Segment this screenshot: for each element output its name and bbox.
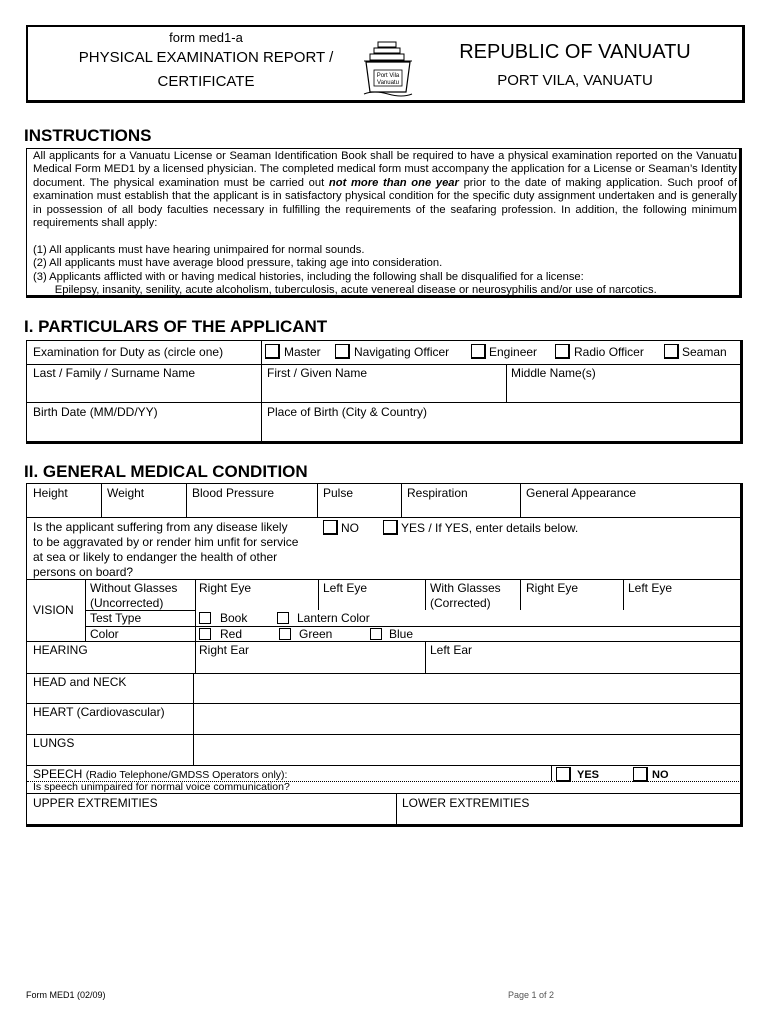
blood-pressure-label: Blood Pressure: [192, 486, 275, 500]
test-type-label: Test Type: [90, 611, 142, 625]
uncorrected-left-eye-label: Left Eye: [323, 581, 368, 595]
right-ear-label: Right Ear: [199, 643, 250, 657]
corrected-left-eye-label: Left Eye: [628, 581, 673, 595]
color-red-label: Red: [220, 627, 243, 641]
speech-question: Is speech unimpaired for normal voice communication?: [33, 781, 290, 793]
disease-no-label: NO: [341, 521, 359, 535]
logo-text-1: Port Vila: [376, 73, 400, 79]
color-label: Color: [90, 627, 119, 641]
lower-extremities-label: LOWER EXTREMITIES: [402, 796, 530, 810]
first-name-label: First / Given Name: [267, 366, 368, 380]
duty-navigating-officer-checkbox[interactable]: [335, 344, 350, 359]
instructions-para-b: prior to the date of making application. Such proof of examination must establish that the applicant is in satisfactory physical condition for the specific duty assignment undertaken and is generally in possession of all body faculties necessary in fulfilling the requirements of the seafaring profession. In addition, the following minimum requirements shall apply:: [33, 176, 738, 230]
duty-seaman-checkbox[interactable]: [664, 344, 679, 359]
duty-master-label: Master: [284, 345, 321, 359]
birth-place-label: Place of Birth (City & Country): [267, 405, 428, 419]
speech-label: SPEECH (Radio Telephone/GMDSS Operators only):: [33, 767, 288, 781]
instructions-list: [33, 244, 737, 298]
general-appearance-label: General Appearance: [526, 486, 637, 500]
duty-engineer-label: Engineer: [489, 345, 538, 359]
height-label: Height: [33, 486, 68, 500]
instructions-heading: INSTRUCTIONS: [24, 126, 152, 145]
disease-yes-checkbox[interactable]: [383, 520, 398, 535]
footer-form-ref: Form MED1 (02/09): [26, 990, 106, 1000]
instruction-item: (1) All applicants must have hearing unimpaired for normal sounds.: [33, 244, 365, 256]
disease-yes-label: YES / If YES, enter details below.: [401, 521, 579, 535]
country-name: REPUBLIC OF VANUATU: [459, 41, 691, 63]
form-title-line2: CERTIFICATE: [157, 73, 255, 90]
section2-heading: II. GENERAL MEDICAL CONDITION: [24, 462, 308, 481]
speech-yes-label: YES: [577, 769, 600, 781]
logo-text-2: Vanuatu: [377, 80, 399, 86]
corrected-label: (Corrected): [430, 596, 491, 610]
applicant-table: [26, 340, 743, 444]
head-neck-label: HEAD and NECK: [33, 675, 127, 689]
disease-no-checkbox[interactable]: [323, 520, 338, 535]
section1-heading: I. PARTICULARS OF THE APPLICANT: [24, 317, 328, 336]
color-green-checkbox[interactable]: [279, 628, 291, 640]
uncorrected-label: (Uncorrected): [90, 596, 164, 610]
hearing-label: HEARING: [33, 643, 88, 657]
instruction-item: (2) All applicants must have average blood pressure, taking age into consideration.: [33, 257, 443, 270]
corrected-right-eye-label: Right Eye: [526, 581, 579, 595]
uncorrected-right-eye-label: Right Eye: [199, 581, 252, 595]
color-blue-label: Blue: [389, 627, 414, 641]
instructions-para-a: All applicants for a Vanuatu License or Seaman Identification Book shall be required to have a physical examination reported on the Vanuatu Medical Form MED1 by a licensed physician. The completed medical form must accompany the application for a License or Seaman’s Identity document. The physical examination must be carried out: [33, 150, 737, 189]
duty-master-checkbox[interactable]: [265, 344, 280, 359]
test-book-label: Book: [220, 611, 248, 625]
upper-extremities-label: UPPER EXTREMITIES: [33, 796, 158, 810]
instruction-item: Epilepsy, insanity, senility, acute alcoholism, tuberculosis, acute venereal disease or neurosyphilis and/or use of narcotics.: [33, 284, 657, 297]
duty-radio-officer-checkbox[interactable]: [555, 344, 570, 359]
instruction-item: (3) Applicants afflicted with or having medical histories, including the following shall be disqualified for a license:: [33, 270, 584, 283]
instructions-paragraph: [33, 150, 737, 230]
speech-no-checkbox[interactable]: [633, 767, 648, 782]
header-country-block: [420, 38, 730, 92]
disease-question: Is the applicant suffering from any disease likely to be aggravated by or render him unfit for service at sea or likely to endanger the health of other persons on board?: [33, 520, 299, 579]
duty-navigating-officer-label: Navigating Officer: [354, 345, 450, 359]
test-lantern-color-label: Lantern Color: [297, 611, 370, 625]
duty-engineer-checkbox[interactable]: [471, 344, 486, 359]
speech-note: (Radio Telephone/GMDSS Operators only):: [85, 769, 288, 781]
test-book-checkbox[interactable]: [199, 612, 211, 624]
form-title-line1: PHYSICAL EXAMINATION REPORT /: [78, 49, 334, 66]
color-green-label: Green: [299, 627, 333, 641]
without-glasses-label: Without Glasses: [90, 581, 178, 595]
surname-label: Last / Family / Surname Name: [33, 366, 196, 380]
footer-page-number: Page 1 of 2: [508, 990, 555, 1000]
speech-no-label: NO: [652, 769, 669, 781]
pulse-label: Pulse: [323, 486, 354, 500]
medical-condition-table: [26, 483, 743, 827]
birth-date-label: Birth Date (MM/DD/YY): [33, 405, 158, 419]
with-glasses-label: With Glasses: [430, 581, 501, 595]
form-id: form med1-a: [169, 30, 243, 45]
respiration-label: Respiration: [407, 486, 468, 500]
header-title-block: [36, 30, 376, 94]
city-name: PORT VILA, VANUATU: [497, 72, 653, 89]
lungs-label: LUNGS: [33, 736, 75, 750]
vanuatu-ship-logo: [360, 40, 416, 98]
color-blue-checkbox[interactable]: [370, 628, 382, 640]
weight-label: Weight: [107, 486, 145, 500]
duty-radio-officer-label: Radio Officer: [574, 345, 644, 359]
test-lantern-color-checkbox[interactable]: [277, 612, 289, 624]
vision-label: VISION: [33, 603, 74, 617]
instructions-emphasis: not more than one year: [328, 176, 459, 189]
middle-name-label: Middle Name(s): [511, 366, 596, 380]
exam-duty-label: Examination for Duty as (circle one): [33, 345, 224, 359]
duty-seaman-label: Seaman: [682, 345, 727, 359]
color-red-checkbox[interactable]: [199, 628, 211, 640]
speech-yes-checkbox[interactable]: [556, 767, 571, 782]
left-ear-label: Left Ear: [430, 643, 473, 657]
heart-label: HEART (Cardiovascular): [33, 705, 165, 719]
